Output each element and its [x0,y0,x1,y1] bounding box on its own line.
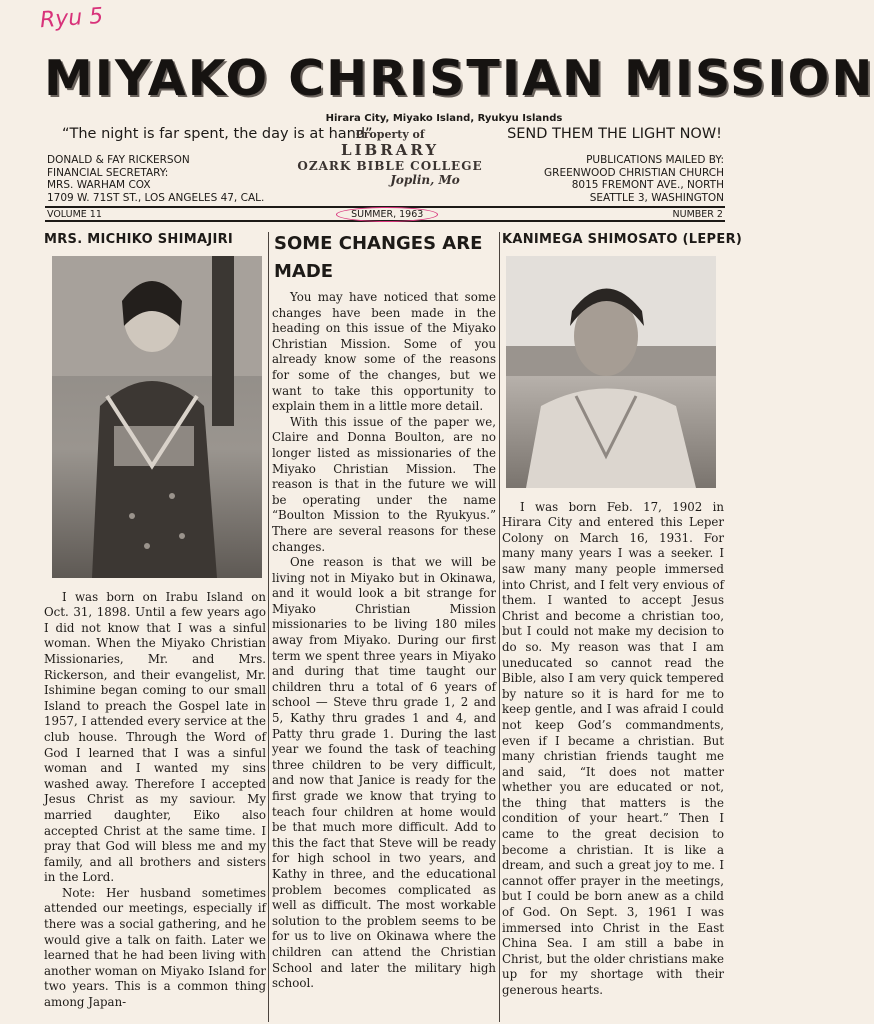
article-paragraph: Note: Her husband sometimes attended our meetings, especially if there was a social gathering, and he would give a talk on faith. Later we learned that he had been living with another woman on Miyako Island for two years. This is a common thing among Japan- [44,885,266,1010]
issue-info-bar [45,206,725,222]
article-heading: SOME CHANGES ARE MADE [274,233,483,282]
article-paragraph: I was born on Irabu Island on Oct. 31, 1898. Until a few years ago I did not know that I was a sinful woman. When the Miyako Christian Missionaries, Mr. and Mrs. Rickerson, and their evangelist, Mr. Ishimine began coming to our small Island to preach the Gospel late in 1957, I attended every service at the club house. Through the Word of God I learned that I was a sinful woman and I wanted my sins washed away. Therefore I accepted Jesus Christ as my saviour. My married daughter, Eiko also accepted Christ at the same time. I pray that God will bless me and my family, and all brothers and sisters in the Lord. [44,589,266,885]
volume-label: VOLUME 11 [47,208,102,220]
address-block-right [544,154,724,204]
library-stamp [290,128,490,187]
article-column-3 [502,228,743,1024]
portrait-photo [52,256,262,578]
article-heading: MRS. MICHIKO SHIMAJIRI [44,232,234,247]
address-left-line: MRS. WARHAM COX [47,179,151,192]
portrait-illustration [506,256,716,488]
motto-slogan: SEND THEM THE LIGHT NOW! [507,126,722,142]
stamp-line-4: Joplin, Mo [390,173,460,187]
address-block-left [47,154,264,204]
address-left-line: FINANCIAL SECRETARY: [47,166,169,179]
column-divider [268,232,269,1022]
article-paragraph: With this issue of the paper we, Claire and Donna Boulton, are no longer listed as missionaries of the Miyako Christian Mission. The reason is that in the future we will be operating under the name “Boulton Mission to the Ryukyus.” There are several reasons for these changes. [272,414,496,554]
newsletter-masthead: MIYAKO CHRISTIAN MISSION [44,50,874,107]
issue-date: SUMMER, 1963 [336,207,438,222]
article-column-1 [44,228,266,1024]
address-right-line: GREENWOOD CHRISTIAN CHURCH [544,166,724,179]
address-right-line: PUBLICATIONS MAILED BY: [586,154,724,166]
article-paragraph: You may have noticed that some changes have been made in the heading on this issue of the Miyako Christian Mission. Some of you already know some of the reasons for some of the changes, but we want to take this opportunity to explain them in a little more detail. [272,290,496,414]
portrait-illustration [52,256,262,578]
column-divider [499,232,500,1022]
article-column-2 [272,228,496,1024]
address-right-line: SEATTLE 3, WASHINGTON [589,191,724,204]
masthead-location: Hirara City, Miyako Island, Ryukyu Islands [325,113,563,124]
article-heading: KANIMEGA SHIMOSATO (LEPER) [502,232,743,247]
article-paragraph: I was born Feb. 17, 1902 in Hirara City and entered this Leper Colony on March 16, 1931. For many many years I was a seeker. I saw many many people immersed into Christ, and I felt very envious of them. I wanted to accept Jesus Christ and become a christian too, but I could not make my decision to do so. My reason was that I am uneducated so cannot read the Bible, also I am very quick tempered by nature so it is hard for me to keep gentle, and I was afraid I could not keep God’s commandments, even if I became a christian. But many christian friends taught me and said, “It does not matter whether you are educated or not, the thing that matters is the condition of your heart.” Then I came to the great decision to become a christian. It is like a dream, and such a great joy to me. I cannot offer prayer in the meetings, but I could be born anew as a child of God. On Sept. 3, 1961 I was immersed into Christ in the East China Sea. I am still a babe in Christ, but the older christians make up for my shortage with their generous hearts. [502,499,724,997]
motto-quote: “The night is far spent, the day is at hand” [62,126,373,142]
address-left-line: DONALD & FAY RICKERSON [47,154,190,166]
stamp-line-2: LIBRARY [340,141,440,159]
stamp-line-1: Property of [355,128,425,141]
issue-number: NUMBER 2 [672,208,723,220]
address-right-line: 8015 FREMONT AVE., NORTH [571,179,724,192]
handwritten-note: Ryu 5 [39,3,105,34]
portrait-photo [506,256,716,488]
article-paragraph: One reason is that we will be living not in Miyako but in Okinawa, and it would look a bit strange for Miyako Christian Mission missionaries to be living 180 miles away from Miyako. During our first term we spent three years in Miyako and during that time taught our children thru a total of 6 years of school — Steve thru grade 1, 2 and 5, Kathy thru grades 1 and 4, and Patty thru grade 1. During the last year we found the task of teaching three children to be very difficult, and now that Janice is ready for the first grade we know that trying to teach four children at home would be that much more difficult. Add to this the fact that Steve will be ready for high school in two years, and Kathy in three, and the educational problem becomes complicated as well as difficult. The most workable solution to the problem seems to be for us to live on Okinawa where the children can attend the Christian School and later the military high school. [272,555,496,991]
stamp-line-3: OZARK BIBLE COLLEGE [297,159,483,173]
address-left-line: 1709 W. 71ST ST., LOS ANGELES 47, CAL. [47,191,265,204]
